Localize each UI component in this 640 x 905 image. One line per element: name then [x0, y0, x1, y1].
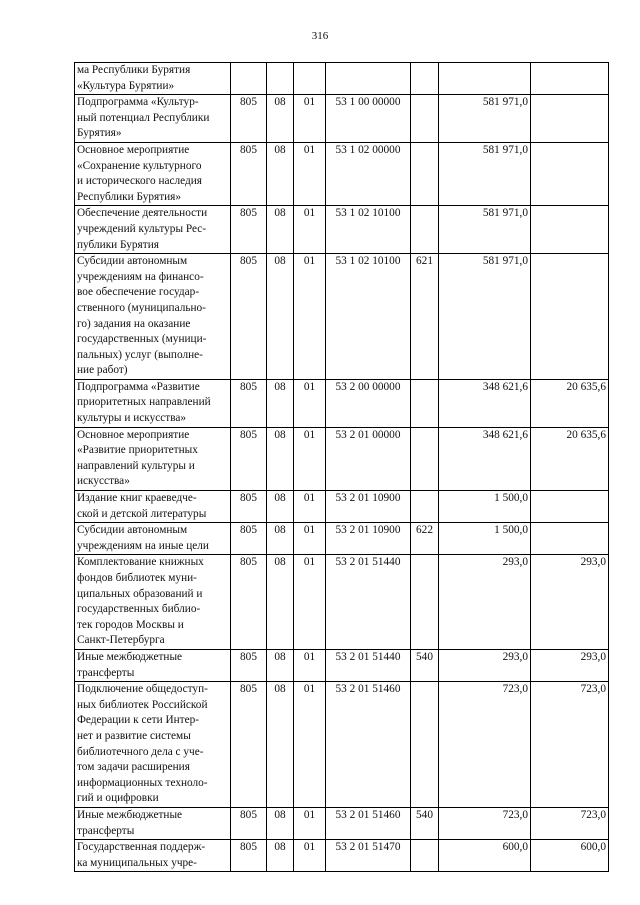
expense-name-cell: Государственная поддерж- ка муниципальных учре- — [75, 840, 231, 872]
expense-name-cell: Подключение общедоступ- ных библиотек Российской Федерации к сети Интер- нет и развитие системы библиотечного дела с уче- том задачи расширения информационных техноло- гий и оцифровки — [75, 682, 231, 808]
expense-type-cell — [411, 427, 439, 490]
table-row — [75, 142, 609, 205]
expense-name-cell: Издание книг краеведче- ской и детской литературы — [75, 491, 231, 523]
target-item-cell: 53 2 01 51440 — [326, 649, 411, 681]
subsection-code-cell: 01 — [294, 95, 326, 143]
ministry-code-cell: 805 — [231, 682, 267, 808]
amount-total-cell: 1 500,0 — [439, 491, 531, 523]
ministry-code-cell: 805 — [231, 206, 267, 254]
subsection-code-cell: 01 — [294, 649, 326, 681]
expense-type-cell — [411, 682, 439, 808]
expense-name-cell: Иные межбюджетные трансферты — [75, 807, 231, 839]
amount-total-cell: 581 971,0 — [439, 142, 531, 205]
ministry-code-cell: 805 — [231, 379, 267, 427]
amount-federal-cell — [531, 491, 609, 523]
table-row — [75, 254, 609, 380]
target-item-cell: 53 1 02 10100 — [326, 254, 411, 380]
amount-total-cell: 348 621,6 — [439, 379, 531, 427]
subsection-code-cell — [294, 63, 326, 95]
target-item-cell: 53 2 01 51440 — [326, 555, 411, 650]
table-row — [75, 555, 609, 650]
amount-federal-cell: 20 635,6 — [531, 379, 609, 427]
target-item-cell: 53 2 01 00000 — [326, 427, 411, 490]
expense-name-cell: Подпрограмма «Развитие приоритетных направлений культуры и искусства» — [75, 379, 231, 427]
expense-type-cell: 540 — [411, 649, 439, 681]
section-code-cell: 08 — [267, 379, 294, 427]
section-code-cell: 08 — [267, 840, 294, 872]
subsection-code-cell: 01 — [294, 491, 326, 523]
expense-type-cell: 622 — [411, 523, 439, 555]
ministry-code-cell: 805 — [231, 491, 267, 523]
section-code-cell: 08 — [267, 427, 294, 490]
amount-federal-cell: 293,0 — [531, 649, 609, 681]
section-code-cell: 08 — [267, 206, 294, 254]
expense-type-cell — [411, 555, 439, 650]
expense-type-cell — [411, 95, 439, 143]
target-item-cell — [326, 63, 411, 95]
expense-name-cell: Обеспечение деятельности учреждений культуры Рес- публики Бурятия — [75, 206, 231, 254]
section-code-cell: 08 — [267, 555, 294, 650]
section-code-cell: 08 — [267, 682, 294, 808]
target-item-cell: 53 1 02 00000 — [326, 142, 411, 205]
table-row — [75, 379, 609, 427]
amount-federal-cell: 723,0 — [531, 807, 609, 839]
expense-type-cell — [411, 379, 439, 427]
target-item-cell: 53 2 01 10900 — [326, 523, 411, 555]
subsection-code-cell: 01 — [294, 555, 326, 650]
expense-type-cell — [411, 491, 439, 523]
ministry-code-cell: 805 — [231, 427, 267, 490]
table-row — [75, 427, 609, 490]
subsection-code-cell: 01 — [294, 142, 326, 205]
target-item-cell: 53 2 01 51460 — [326, 682, 411, 808]
target-item-cell: 53 2 01 51460 — [326, 807, 411, 839]
amount-federal-cell: 600,0 — [531, 840, 609, 872]
amount-federal-cell — [531, 142, 609, 205]
ministry-code-cell: 805 — [231, 254, 267, 380]
table-row — [75, 840, 609, 872]
ministry-code-cell: 805 — [231, 523, 267, 555]
subsection-code-cell: 01 — [294, 807, 326, 839]
ministry-code-cell: 805 — [231, 95, 267, 143]
amount-total-cell: 581 971,0 — [439, 206, 531, 254]
amount-federal-cell — [531, 523, 609, 555]
table-row — [75, 807, 609, 839]
expense-name-cell: Основное мероприятие «Развитие приоритетных направлений культуры и искусства» — [75, 427, 231, 490]
amount-total-cell: 723,0 — [439, 807, 531, 839]
section-code-cell: 08 — [267, 807, 294, 839]
expense-type-cell — [411, 63, 439, 95]
subsection-code-cell: 01 — [294, 379, 326, 427]
amount-total-cell: 723,0 — [439, 682, 531, 808]
target-item-cell: 53 2 01 51470 — [326, 840, 411, 872]
amount-total-cell: 581 971,0 — [439, 254, 531, 380]
amount-total-cell: 581 971,0 — [439, 95, 531, 143]
amount-federal-cell — [531, 254, 609, 380]
ministry-code-cell: 805 — [231, 649, 267, 681]
ministry-code-cell: 805 — [231, 142, 267, 205]
expense-name-cell: ма Республики Бурятия «Культура Бурятии» — [75, 63, 231, 95]
amount-total-cell — [439, 63, 531, 95]
table-row — [75, 95, 609, 143]
amount-federal-cell — [531, 95, 609, 143]
section-code-cell: 08 — [267, 649, 294, 681]
table-row — [75, 649, 609, 681]
subsection-code-cell: 01 — [294, 840, 326, 872]
expense-name-cell: Основное мероприятие «Сохранение культурного и исторического наследия Республики Бурятия» — [75, 142, 231, 205]
amount-federal-cell: 723,0 — [531, 682, 609, 808]
amount-federal-cell — [531, 206, 609, 254]
table-row — [75, 206, 609, 254]
subsection-code-cell: 01 — [294, 427, 326, 490]
page-number: 316 — [311, 30, 329, 42]
expense-name-cell: Иные межбюджетные трансферты — [75, 649, 231, 681]
subsection-code-cell: 01 — [294, 206, 326, 254]
amount-total-cell: 293,0 — [439, 649, 531, 681]
target-item-cell: 53 1 02 10100 — [326, 206, 411, 254]
subsection-code-cell: 01 — [294, 523, 326, 555]
section-code-cell: 08 — [267, 491, 294, 523]
section-code-cell: 08 — [267, 142, 294, 205]
section-code-cell: 08 — [267, 95, 294, 143]
expense-type-cell: 621 — [411, 254, 439, 380]
expense-name-cell: Субсидии автономным учреждениям на финансо- вое обеспечение государ- ственного (муниципально- го) задания на оказание государственных (муници- пальных) услуг (выполне- ние работ) — [75, 254, 231, 380]
target-item-cell: 53 1 00 00000 — [326, 95, 411, 143]
amount-federal-cell: 20 635,6 — [531, 427, 609, 490]
expense-type-cell: 540 — [411, 807, 439, 839]
amount-federal-cell — [531, 63, 609, 95]
table-row — [75, 491, 609, 523]
subsection-code-cell: 01 — [294, 254, 326, 380]
amount-federal-cell: 293,0 — [531, 555, 609, 650]
budget-table — [74, 62, 609, 872]
expense-name-cell: Комплектование книжных фондов библиотек муни- ципальных образований и государственных библио- тек городов Москвы и Санкт-Петербурга — [75, 555, 231, 650]
expense-name-cell: Субсидии автономным учреждениям на иные цели — [75, 523, 231, 555]
target-item-cell: 53 2 01 10900 — [326, 491, 411, 523]
amount-total-cell: 293,0 — [439, 555, 531, 650]
subsection-code-cell: 01 — [294, 682, 326, 808]
expense-name-cell: Подпрограмма «Культур- ный потенциал Республики Бурятия» — [75, 95, 231, 143]
expense-type-cell — [411, 840, 439, 872]
ministry-code-cell — [231, 63, 267, 95]
table-row — [75, 63, 609, 95]
amount-total-cell: 600,0 — [439, 840, 531, 872]
table-row — [75, 682, 609, 808]
amount-total-cell: 1 500,0 — [439, 523, 531, 555]
ministry-code-cell: 805 — [231, 555, 267, 650]
expense-type-cell — [411, 206, 439, 254]
section-code-cell: 08 — [267, 523, 294, 555]
table-row — [75, 523, 609, 555]
ministry-code-cell: 805 — [231, 840, 267, 872]
section-code-cell — [267, 63, 294, 95]
target-item-cell: 53 2 00 00000 — [326, 379, 411, 427]
amount-total-cell: 348 621,6 — [439, 427, 531, 490]
section-code-cell: 08 — [267, 254, 294, 380]
ministry-code-cell: 805 — [231, 807, 267, 839]
expense-type-cell — [411, 142, 439, 205]
